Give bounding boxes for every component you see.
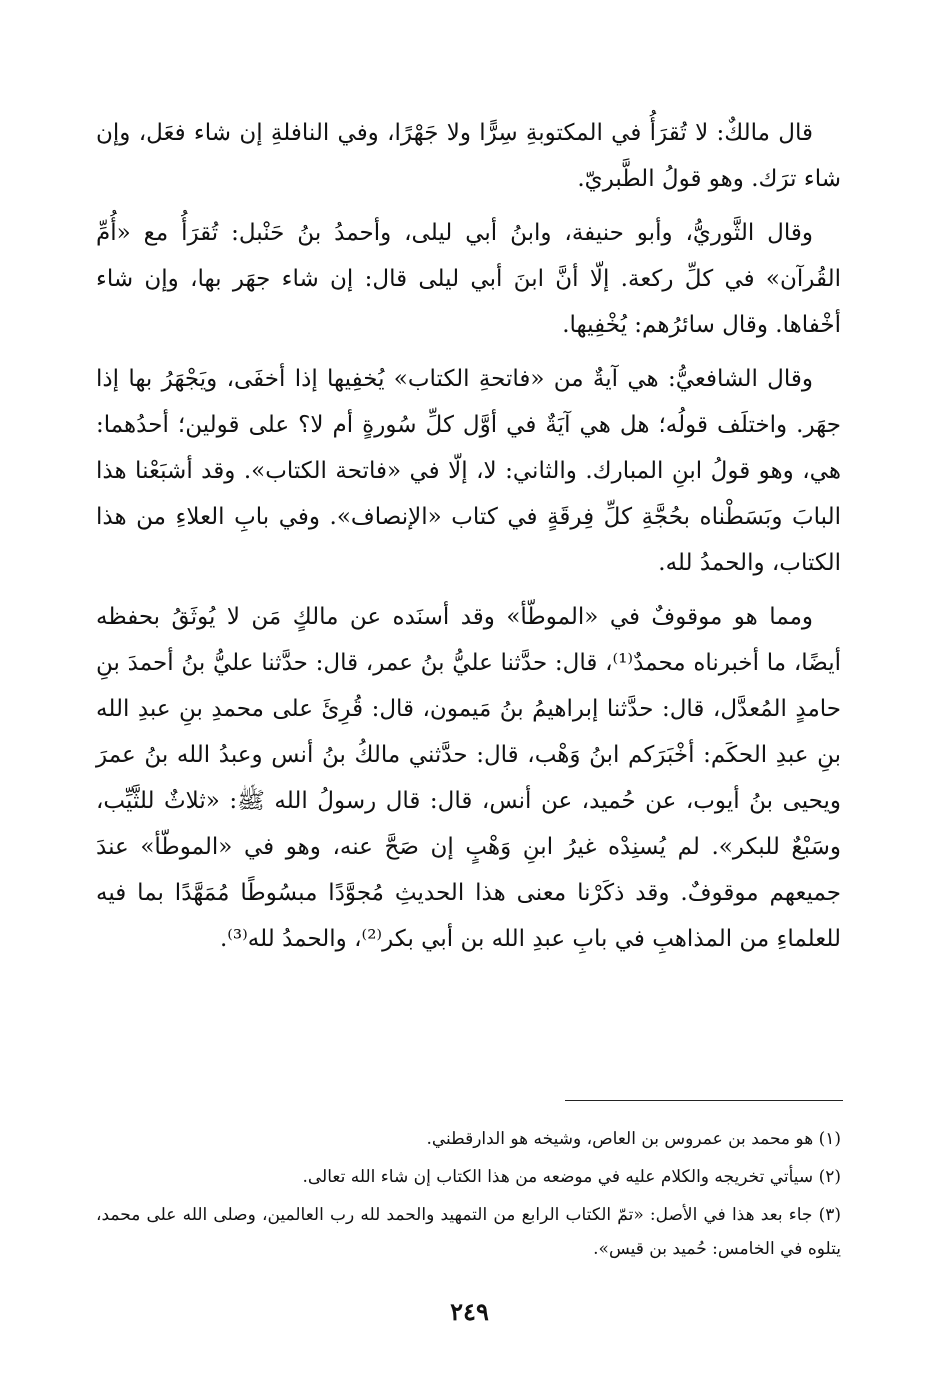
footnote-3: (٣) جاء بعد هذا في الأصل: «تمّ الكتاب الرابع من التمهيد والحمد لله رب العالمين، وصلى الله على محمد، يتلوه في الخامس: حُميد بن قيس». [96,1205,841,1259]
footnote-1: (١) هو محمد بن عمروس بن العاص، وشيخه هو الدارقطني. [426,1129,841,1149]
paragraph-shafii: وقال الشافعيُّ: هي آيةٌ من «فاتحةِ الكتاب» يُخفِيها إذا أخفَى، ويَجْهَرُ بها إذا جهَر. واختلَف قولُه؛ هل هي آيَةٌ في أوَّل كلِّ سُورةٍ أم لا؟ على قولين؛ أحدُهما: هي، وهو قولُ ابنِ المبارك. والثاني: لا، إلّا في «فاتحة الكتاب». وقد أشبَعْنا هذا البابَ وبَسَطْناه بحُجَّةِ كلِّ فِرقَةٍ في كتاب «الإنصاف». وفي بابِ العلاءِ من هذا الكتاب، والحمدُ لله. [96,366,841,576]
paragraph-muwatta: ومما هو موقوفٌ في «الموطّأ» وقد أسنَده عن مالكٍ مَن لا يُوثَقُ بحفظه أيضًا، ما أخبرناه محمدٌ⁽¹⁾، قال: حدَّثنا عليُّ بنُ عمر، قال: حدَّثنا عليُّ بنُ أحمدَ بنِ حامدٍ المُعدَّل، قال: حدَّثنا إبراهيمُ بنُ مَيمون، قال: قُرِئَ على محمدِ بنِ عبدِ الله بنِ عبدِ الحكَم: أخْبَرَكم ابنُ وَهْب، قال: حدَّثني مالكُ بنُ أنس وعبدُ الله بنُ عمرَ ويحيى بنُ أيوب، عن حُميد، عن أنس، قال: قال رسولُ الله ﷺ: «ثلاثٌ للثَّيِّب، وسَبْعٌ للبكر». لم يُسنِدْه غيرُ ابنِ وَهْبٍ إن صَحَّ عنه، وهو في «الموطّأ» عندَ جميعهم موقوفٌ. وقد ذكَرْنا معنى هذا الحديثِ مُجوَّدًا مبسُوطًا مُمَهَّدًا بما فيه للعلماءِ من المذاهبِ في بابِ عبدِ الله بن أبي بكر⁽²⁾، والحمدُ لله⁽³⁾. [96,604,841,952]
footnote-divider [565,1100,843,1101]
paragraph-thawri: وقال الثَّوريُّ، وأبو حنيفة، وابنُ أبي ليلى، وأحمدُ بنُ حَنْبل: تُقرَأُ مع «أُمِّ القُرآن» في كلِّ ركعة. إلّا أنَّ ابنَ أبي ليلى قال: إن شاء جهَر بها، وإن شاء أخْفاها. وقال سائرُهم: يُخْفِيها. [96,220,841,338]
paragraph-malik: قال مالكٌ: لا تُقرَأُ في المكتوبةِ سِرًّا ولا جَهْرًا، وفي النافلةِ إن شاء فعَل، وإن شاء ترَك. وهو قولُ الطَّبريّ. [96,120,841,192]
page-number: ٢٤٩ [450,1297,489,1326]
footnotes [96,1122,841,1270]
main-text [96,110,841,970]
footnote-2: (٢) سيأتي تخريجه والكلام عليه في موضعه من هذا الكتاب إن شاء الله تعالى. [302,1167,841,1187]
